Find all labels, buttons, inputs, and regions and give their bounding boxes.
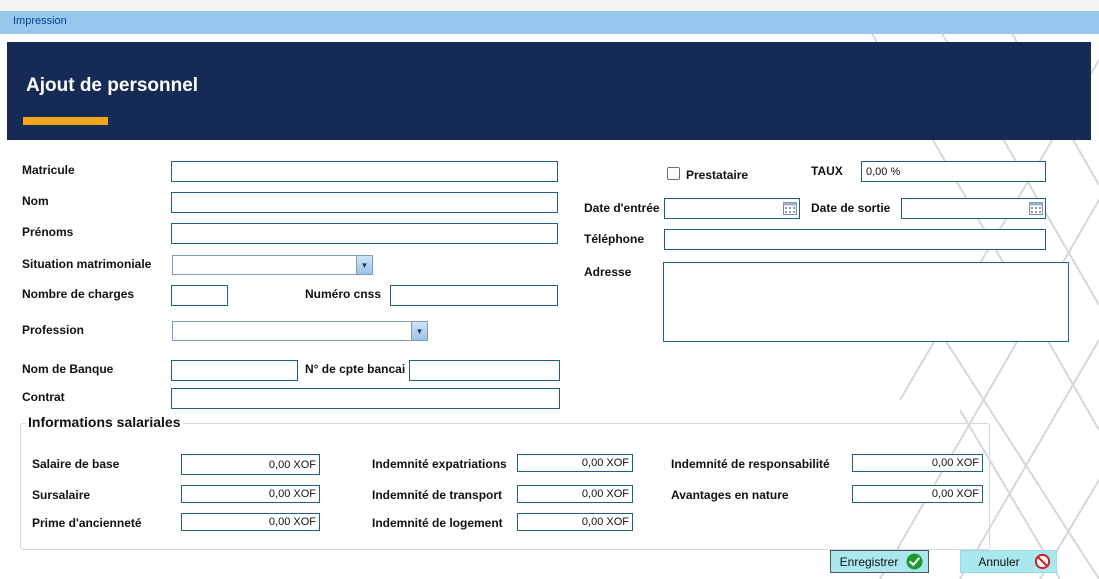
nom-label: Nom <box>22 194 49 208</box>
prestataire-label: Prestataire <box>686 168 749 182</box>
salaire-base-input[interactable] <box>181 454 320 475</box>
compte-label: N° de cpte bancai <box>305 362 406 376</box>
menu-bar <box>0 11 1099 34</box>
avantages-nature-label: Avantages en nature <box>671 488 789 502</box>
date-entree-label: Date d'entrée <box>584 201 660 215</box>
header-accent-bar <box>23 117 108 125</box>
no-entry-icon <box>1034 553 1051 570</box>
check-circle-icon <box>906 553 923 570</box>
prenoms-input[interactable] <box>171 223 558 244</box>
prime-anciennete-input[interactable] <box>181 513 320 531</box>
ind-logement-input[interactable] <box>517 513 633 531</box>
window-titlebar <box>0 0 1099 10</box>
charges-input[interactable] <box>171 285 228 306</box>
situation-select[interactable] <box>172 255 373 275</box>
compte-input[interactable] <box>409 360 560 381</box>
adresse-label: Adresse <box>584 265 632 279</box>
contrat-input[interactable] <box>171 388 560 409</box>
contrat-label: Contrat <box>22 390 65 404</box>
cnss-input[interactable] <box>390 285 558 306</box>
prenoms-label: Prénoms <box>22 225 74 239</box>
cancel-button[interactable] <box>960 550 1057 573</box>
sursalaire-label: Sursalaire <box>32 488 91 502</box>
salary-groupbox <box>20 423 990 550</box>
banque-input[interactable] <box>171 360 298 381</box>
date-sortie-picker[interactable] <box>901 198 1046 219</box>
prestataire-checkbox[interactable] <box>667 167 680 180</box>
telephone-input[interactable] <box>664 229 1046 250</box>
cancel-button-label: Annuler <box>978 554 1020 569</box>
telephone-label: Téléphone <box>584 232 645 246</box>
menu-item-impression[interactable]: Impression <box>13 15 67 27</box>
cnss-label: Numéro cnss <box>305 287 382 301</box>
ind-expatriation-input[interactable] <box>517 454 633 472</box>
chevron-down-icon[interactable]: ▼ <box>356 256 372 274</box>
date-entree-picker[interactable] <box>664 198 800 219</box>
chevron-down-icon[interactable]: ▼ <box>411 322 427 340</box>
date-sortie-label: Date de sortie <box>811 201 891 215</box>
sursalaire-input[interactable] <box>181 485 320 503</box>
situation-label: Situation matrimoniale <box>22 257 152 271</box>
nom-input[interactable] <box>171 192 558 213</box>
ind-responsabilite-label: Indemnité de responsabilité <box>671 457 830 471</box>
calendar-icon[interactable] <box>783 201 797 215</box>
profession-label: Profession <box>22 323 85 337</box>
ind-transport-input[interactable] <box>517 485 633 503</box>
ind-transport-label: Indemnité de transport <box>372 488 503 502</box>
page-header <box>7 42 1091 140</box>
salary-group-title: Informations salariales <box>28 414 181 430</box>
page-title: Ajout de personnel <box>26 75 199 96</box>
ind-responsabilite-input[interactable] <box>852 454 983 472</box>
matricule-label: Matricule <box>22 163 75 177</box>
save-button-label: Enregistrer <box>839 554 899 569</box>
salaire-base-label: Salaire de base <box>32 457 120 471</box>
taux-label: TAUX <box>811 164 843 178</box>
taux-input[interactable] <box>861 161 1046 182</box>
profession-select[interactable] <box>172 321 428 341</box>
charges-label: Nombre de charges <box>22 287 135 301</box>
ind-expatriation-label: Indemnité expatriations <box>372 457 507 471</box>
matricule-input[interactable] <box>171 161 558 182</box>
prime-anciennete-label: Prime d'ancienneté <box>32 516 142 530</box>
calendar-icon[interactable] <box>1029 201 1043 215</box>
banque-label: Nom de Banque <box>22 362 114 376</box>
avantages-nature-input[interactable] <box>852 485 983 503</box>
save-button[interactable] <box>830 550 929 573</box>
ind-logement-label: Indemnité de logement <box>372 516 503 530</box>
adresse-textarea[interactable] <box>663 262 1069 342</box>
